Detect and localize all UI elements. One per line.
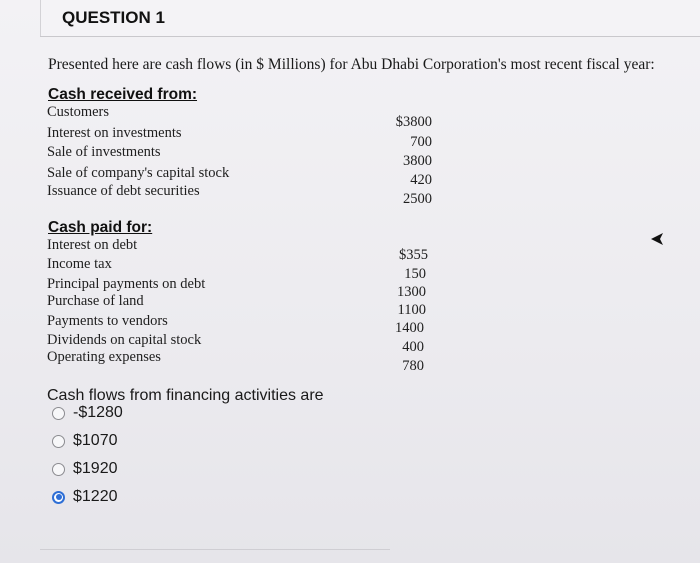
radio-button-icon[interactable] [52, 463, 65, 476]
paid-label-interest: Interest on debt [47, 237, 138, 253]
answer-option-1[interactable] [52, 402, 123, 424]
paid-label-income-tax: Income tax [47, 256, 112, 272]
cash-paid-heading: Cash paid for: [48, 219, 153, 236]
paid-label-dividends: Dividends on capital stock [47, 332, 202, 348]
header-divider [40, 0, 41, 36]
answer-option-4[interactable] [52, 486, 118, 508]
received-label-customers: Customers [47, 104, 110, 120]
radio-button-icon[interactable] [52, 407, 65, 420]
answer-prompt: Cash flows from financing activities are [47, 387, 324, 404]
answer-option-label: $1070 [73, 432, 118, 449]
paid-value-operating: 780 [402, 358, 424, 374]
received-value-sale-investments: 3800 [403, 153, 432, 169]
section-divider [40, 549, 390, 550]
paid-label-land: Purchase of land [47, 293, 144, 309]
pointer-arrow-icon [650, 232, 668, 246]
answer-option-label: -$1280 [73, 404, 123, 421]
radio-button-selected-icon[interactable] [52, 491, 65, 504]
paid-value-income-tax: 150 [404, 266, 426, 282]
received-label-sale-investments: Sale of investments [47, 144, 161, 160]
answer-option-label: $1220 [73, 488, 118, 505]
question-intro: Presented here are cash flows (in $ Millions) for Abu Dhabi Corporation's most recent fiscal year: [48, 56, 655, 73]
received-label-sale-stock: Sale of company's capital stock [47, 165, 230, 181]
paid-value-interest: $355 [399, 247, 428, 263]
paid-label-vendors: Payments to vendors [47, 313, 168, 329]
paid-value-land: 1100 [397, 302, 426, 318]
question-title: QUESTION 1 [62, 8, 165, 27]
received-value-customers: $3800 [395, 114, 432, 130]
paid-label-principal: Principal payments on debt [47, 276, 206, 292]
answer-option-2[interactable] [52, 430, 118, 452]
paid-label-operating: Operating expenses [47, 349, 161, 365]
answer-option-3[interactable] [52, 458, 118, 480]
paid-value-dividends: 400 [402, 339, 424, 355]
paid-value-principal: 1300 [397, 284, 426, 300]
received-label-debt-issuance: Issuance of debt securities [47, 183, 200, 199]
received-value-interest: 700 [410, 134, 432, 150]
radio-button-icon[interactable] [52, 435, 65, 448]
cash-received-heading: Cash received from: [48, 86, 198, 103]
paid-value-vendors: 1400 [395, 320, 424, 336]
received-value-sale-stock: 420 [410, 172, 432, 188]
answer-option-label: $1920 [73, 460, 118, 477]
received-label-interest: Interest on investments [47, 125, 182, 141]
received-value-debt-issuance: 2500 [403, 191, 432, 207]
